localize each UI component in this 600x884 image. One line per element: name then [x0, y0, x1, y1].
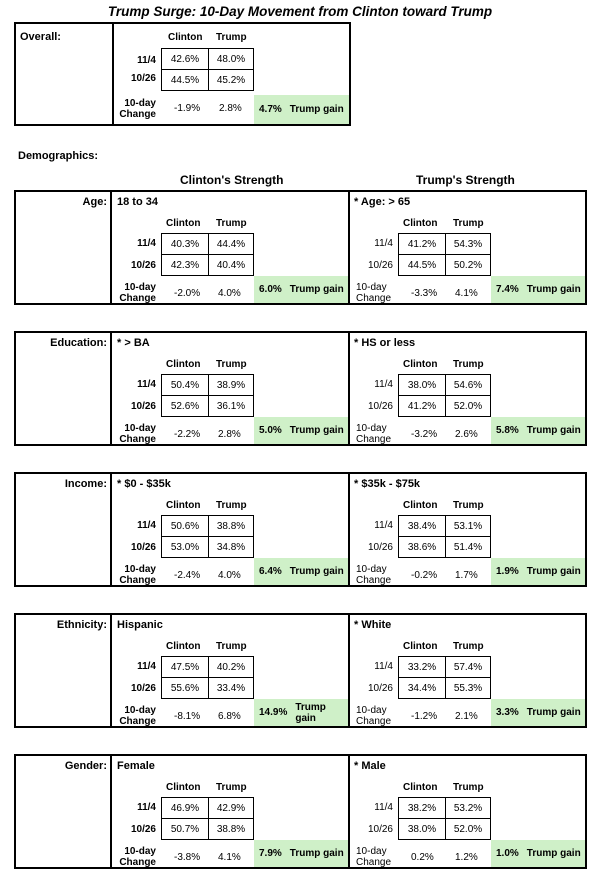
- gain-badge: 6.4% Trump gain: [254, 558, 348, 585]
- panel-title: * Age: > 65: [354, 196, 411, 208]
- row-11-4: 11/4: [374, 520, 393, 531]
- overall-row-10-26: 10/26: [130, 73, 156, 84]
- section-label: Education:: [50, 337, 107, 349]
- value-cell: 51.4%: [445, 536, 491, 558]
- value-cell: 54.3%: [445, 233, 491, 255]
- value-cell: 44.5%: [398, 254, 446, 276]
- change-clinton: -3.8%: [174, 852, 201, 863]
- value-cell: 38.6%: [398, 536, 446, 558]
- change-clinton: -3.2%: [411, 429, 438, 440]
- overall-cell: 44.5%: [161, 69, 209, 91]
- row-11-4: 11/4: [374, 661, 393, 672]
- gain-badge: 3.3% Trump gain: [491, 699, 585, 726]
- value-cell: 40.4%: [208, 254, 254, 276]
- overall-row-11-4: 11/4: [137, 55, 156, 66]
- value-cell: 52.6%: [161, 395, 209, 417]
- value-cell: 40.2%: [208, 656, 254, 678]
- overall-col-clinton: Clinton: [168, 32, 203, 43]
- change-label: 10-day Change: [119, 564, 156, 586]
- overall-cell: 42.6%: [161, 48, 209, 70]
- value-cell: 50.4%: [161, 374, 209, 396]
- panel-title: * White: [354, 619, 392, 631]
- change-trump: 1.7%: [455, 570, 478, 581]
- col-trump: Trump: [453, 782, 484, 793]
- row-10-26: 10/26: [130, 824, 156, 835]
- change-clinton: -0.2%: [411, 570, 438, 581]
- col-trump: Trump: [216, 641, 247, 652]
- row-11-4: 11/4: [374, 238, 393, 249]
- row-10-26: 10/26: [367, 824, 393, 835]
- row-11-4: 11/4: [374, 379, 393, 390]
- row-11-4: 11/4: [137, 802, 156, 813]
- col-trump: Trump: [453, 500, 484, 511]
- gain-badge: 7.9% Trump gain: [254, 840, 348, 867]
- col-trump: Trump: [216, 359, 247, 370]
- row-11-4: 11/4: [137, 238, 156, 249]
- change-clinton: 0.2%: [411, 852, 434, 863]
- overall-cell: 48.0%: [208, 48, 254, 70]
- section-label: Ethnicity:: [56, 619, 107, 631]
- value-cell: 33.2%: [398, 656, 446, 678]
- col-clinton: Clinton: [403, 500, 438, 511]
- overall-cell: 45.2%: [208, 69, 254, 91]
- change-clinton: -2.2%: [174, 429, 201, 440]
- value-cell: 40.3%: [161, 233, 209, 255]
- value-cell: 54.6%: [445, 374, 491, 396]
- value-cell: 53.2%: [445, 797, 491, 819]
- col-clinton: Clinton: [166, 641, 201, 652]
- row-10-26: 10/26: [367, 542, 393, 553]
- panel-title: * HS or less: [354, 337, 416, 349]
- gain-badge: 6.0% Trump gain: [254, 276, 348, 303]
- change-clinton: -8.1%: [174, 711, 201, 722]
- change-label: 10-day Change: [356, 423, 392, 445]
- value-cell: 50.7%: [161, 818, 209, 840]
- gain-badge: 7.4% Trump gain: [491, 276, 585, 303]
- row-11-4: 11/4: [137, 661, 156, 672]
- value-cell: 52.0%: [445, 395, 491, 417]
- row-10-26: 10/26: [367, 401, 393, 412]
- value-cell: 38.8%: [208, 515, 254, 537]
- gain-badge: 5.8% Trump gain: [491, 417, 585, 444]
- col-clinton: Clinton: [166, 359, 201, 370]
- value-cell: 38.4%: [398, 515, 446, 537]
- change-label: 10-day Change: [356, 564, 392, 586]
- value-cell: 53.1%: [445, 515, 491, 537]
- value-cell: 50.6%: [161, 515, 209, 537]
- section-label: Age:: [82, 196, 107, 208]
- change-clinton: -1.2%: [411, 711, 438, 722]
- col-trump: Trump: [453, 641, 484, 652]
- value-cell: 38.9%: [208, 374, 254, 396]
- value-cell: 36.1%: [208, 395, 254, 417]
- col-trump: Trump: [216, 500, 247, 511]
- change-trump: 6.8%: [218, 711, 241, 722]
- overall-label: Overall:: [20, 31, 61, 43]
- value-cell: 34.4%: [398, 677, 446, 699]
- value-cell: 38.0%: [398, 818, 446, 840]
- value-cell: 41.2%: [398, 233, 446, 255]
- change-clinton: -3.3%: [411, 288, 438, 299]
- change-trump: 2.1%: [455, 711, 478, 722]
- col-clinton: Clinton: [403, 782, 438, 793]
- overall-change-trump: 2.8%: [219, 103, 242, 114]
- value-cell: 55.6%: [161, 677, 209, 699]
- change-trump: 2.8%: [218, 429, 241, 440]
- row-11-4: 11/4: [374, 802, 393, 813]
- row-10-26: 10/26: [130, 260, 156, 271]
- panel-title: * $0 - $35k: [117, 478, 171, 490]
- value-cell: 44.4%: [208, 233, 254, 255]
- value-cell: 57.4%: [445, 656, 491, 678]
- section-label: Income:: [64, 478, 107, 490]
- col-clinton: Clinton: [166, 500, 201, 511]
- change-label: 10-day Change: [356, 846, 392, 868]
- value-cell: 38.2%: [398, 797, 446, 819]
- row-11-4: 11/4: [137, 379, 156, 390]
- change-clinton: -2.4%: [174, 570, 201, 581]
- col-trump: Trump: [216, 782, 247, 793]
- change-trump: 4.0%: [218, 570, 241, 581]
- change-label: 10-day Change: [356, 705, 392, 727]
- col-clinton: Clinton: [403, 359, 438, 370]
- gain-badge: 1.9% Trump gain: [491, 558, 585, 585]
- value-cell: 42.9%: [208, 797, 254, 819]
- change-label: 10-day Change: [119, 846, 156, 868]
- change-trump: 4.1%: [455, 288, 478, 299]
- change-clinton: -2.0%: [174, 288, 201, 299]
- overall-change-label: 10-day Change: [119, 98, 156, 120]
- col-trump: Trump: [453, 359, 484, 370]
- col-trump: Trump: [453, 218, 484, 229]
- value-cell: 34.8%: [208, 536, 254, 558]
- change-label: 10-day Change: [119, 282, 156, 304]
- page-title: Trump Surge: 10-Day Movement from Clinton toward Trump: [107, 4, 493, 19]
- section-label: Gender:: [64, 760, 107, 772]
- col-clinton: Clinton: [403, 218, 438, 229]
- row-11-4: 11/4: [137, 520, 156, 531]
- col-trump: Trump: [216, 218, 247, 229]
- row-10-26: 10/26: [130, 542, 156, 553]
- col-clinton: Clinton: [166, 218, 201, 229]
- row-10-26: 10/26: [130, 683, 156, 694]
- col-clinton: Clinton: [403, 641, 438, 652]
- value-cell: 53.0%: [161, 536, 209, 558]
- value-cell: 33.4%: [208, 677, 254, 699]
- value-cell: 55.3%: [445, 677, 491, 699]
- col-clinton: Clinton: [166, 782, 201, 793]
- gain-badge: 1.0% Trump gain: [491, 840, 585, 867]
- panel-title: Female: [117, 760, 155, 772]
- row-10-26: 10/26: [130, 401, 156, 412]
- clinton-strength-header: Clinton's Strength: [180, 173, 284, 187]
- value-cell: 47.5%: [161, 656, 209, 678]
- change-trump: 4.1%: [218, 852, 241, 863]
- trump-strength-header: Trump's Strength: [416, 173, 515, 187]
- gain-badge: 14.9% Trump gain: [254, 699, 348, 726]
- value-cell: 52.0%: [445, 818, 491, 840]
- value-cell: 42.3%: [161, 254, 209, 276]
- value-cell: 38.0%: [398, 374, 446, 396]
- value-cell: 46.9%: [161, 797, 209, 819]
- change-label: 10-day Change: [119, 423, 156, 445]
- overall-gain: 4.7% Trump gain: [254, 95, 349, 124]
- row-10-26: 10/26: [367, 260, 393, 271]
- change-trump: 1.2%: [455, 852, 478, 863]
- row-10-26: 10/26: [367, 683, 393, 694]
- change-label: 10-day Change: [119, 705, 156, 727]
- value-cell: 50.2%: [445, 254, 491, 276]
- panel-title: * $35k - $75k: [354, 478, 421, 490]
- value-cell: 38.8%: [208, 818, 254, 840]
- overall-change-clinton: -1.9%: [174, 103, 201, 114]
- change-trump: 2.6%: [455, 429, 478, 440]
- panel-title: 18 to 34: [117, 196, 158, 208]
- overall-col-trump: Trump: [216, 32, 247, 43]
- value-cell: 41.2%: [398, 395, 446, 417]
- gain-badge: 5.0% Trump gain: [254, 417, 348, 444]
- panel-title: Hispanic: [117, 619, 163, 631]
- panel-title: * > BA: [117, 337, 150, 349]
- change-label: 10-day Change: [356, 282, 392, 304]
- panel-title: * Male: [354, 760, 386, 772]
- demographics-label: Demographics:: [18, 150, 99, 162]
- change-trump: 4.0%: [218, 288, 241, 299]
